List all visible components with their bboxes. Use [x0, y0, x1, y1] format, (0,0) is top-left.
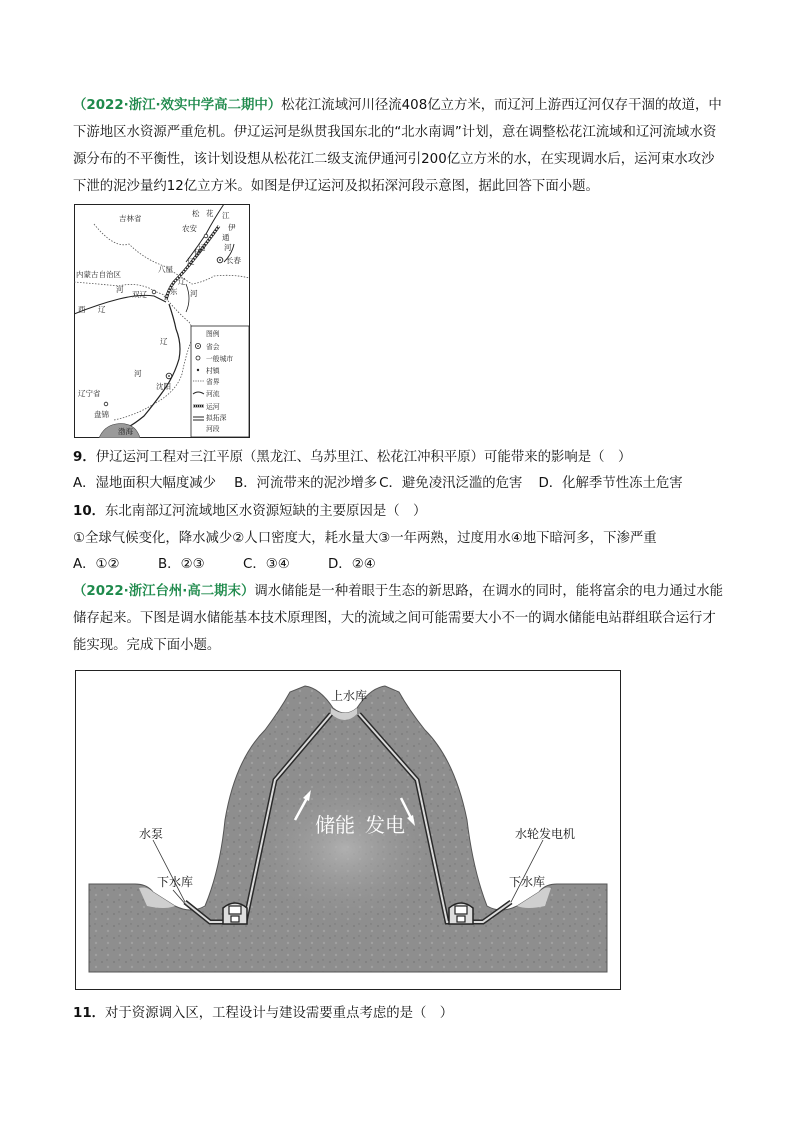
passage-2-text: 调水储能是一种着眼于生态的新思路，在调水的同时，能将富余的电力通过水能储存起来。下图是调水储能基本技术原理图，大的流域之间可能需要大小不一的调水储能电站群组联合运行才能实现。完成下面小题。: [73, 584, 724, 653]
turbine-machine-icon: [449, 903, 473, 924]
map-label-shuangliao: 双辽: [132, 290, 147, 299]
map-label: 伊: [194, 248, 202, 257]
option-d[interactable]: D．化解季节性冻土危害: [538, 476, 683, 491]
map-label: 东: [170, 287, 178, 296]
map-label-neimenggu: 内蒙古自治区: [76, 270, 121, 279]
legend-item: 河段: [206, 425, 220, 433]
map-label-shenyang: 沈阳: [156, 382, 171, 391]
question-9-number: 9．: [73, 450, 96, 465]
legend-item: 河流: [206, 390, 220, 398]
passage-1-text: 松花江流域河川径流408亿立方米，而辽河上游西辽河仅存干涸的故道，中下游地区水资源严重危机。伊辽运河是纵贯我国东北的“北水南调”计划，意在调整松花江流域和辽河流域水资源分布的不平衡性，该计划设想从松花江二级支流伊通河引200亿立方米的水，在实现调水后，运河束水攻沙下泄的泥沙量约12亿立方米。如图是伊辽运河及拟拓深河段示意图，据此回答下面小题。: [73, 98, 722, 194]
map-label: 河: [134, 369, 142, 378]
question-9-text: 伊辽运河工程对三江平原（黑龙江、乌苏里江、松花江冲积平原）可能带来的影响是（ ）: [95, 450, 632, 465]
map-label-bohai: 渤海: [118, 427, 133, 436]
map-label: 辽: [98, 305, 106, 314]
map-label: 河: [190, 289, 198, 298]
option-a[interactable]: A．①②: [73, 557, 120, 572]
pump-label: 水泵: [139, 827, 164, 841]
lower-reservoir-left-label: 下水库: [157, 875, 194, 889]
map-label-liaoning: 辽宁省: [78, 389, 101, 398]
upper-reservoir-label: 上水库: [331, 689, 368, 703]
source-tag-1: （2022·浙江·效实中学高二期中）: [73, 98, 282, 113]
option-b[interactable]: B．②③: [158, 557, 205, 572]
pump-machine-icon: [223, 903, 247, 924]
legend-item: 省界: [206, 378, 220, 386]
option-d[interactable]: D．②④: [328, 557, 376, 572]
map-label: 辽: [187, 257, 195, 266]
source-tag-2: （2022·浙江台州·高二期末）: [73, 584, 255, 599]
map-label: 运: [198, 243, 206, 252]
question-10: [73, 502, 733, 522]
lower-reservoir-right-label: 下水库: [509, 875, 546, 889]
question-10-number: 10．: [73, 504, 106, 519]
map-label-bawu: 八屋: [158, 265, 173, 274]
legend-item: 省会: [206, 343, 220, 351]
map-label-changchun: 长春: [226, 256, 241, 265]
question-10-text: 东北南部辽河流域地区水资源短缺的主要原因是（ ）: [105, 504, 427, 519]
map-label: 伊: [228, 223, 236, 232]
map-label: 通: [222, 233, 230, 242]
legend-item: 拟拓深: [206, 414, 227, 422]
option-b[interactable]: B．河流带来的泥沙增多: [234, 476, 378, 491]
map-label: 松: [192, 209, 200, 218]
store-label: 储能: [315, 813, 355, 837]
legend-item: 一般城市: [206, 355, 234, 363]
map-label: 西: [78, 305, 86, 314]
legend-title: 图例: [206, 330, 220, 338]
question-10-statements: ①全球气候变化，降水减少②人口密度大，耗水量大③一年两熟，过度用水④地下暗河多，下渗严重: [73, 531, 657, 546]
option-c[interactable]: C．③④: [243, 557, 290, 572]
turbine-label: 水轮发电机: [515, 827, 576, 841]
map-label: 辽: [160, 337, 168, 346]
map-label-nongan: 农安: [182, 224, 197, 233]
question-10-options: [73, 555, 733, 575]
map-label: 花: [206, 209, 214, 218]
map-legend: [191, 326, 249, 437]
pumped-storage-diagram: [75, 670, 621, 990]
question-11: [73, 1004, 733, 1024]
map-label-panjin: 盘锦: [94, 410, 109, 419]
question-9: [73, 448, 733, 468]
generate-label: 发电: [365, 813, 405, 837]
passage-2: [73, 578, 727, 659]
map-label-jilin: 吉林省: [119, 214, 142, 223]
map-label: 辽: [178, 277, 186, 286]
map-label: 河: [224, 243, 232, 252]
legend-item: 运河: [206, 403, 220, 411]
question-11-text: 对于资源调入区，工程设计与建设需要重点考虑的是（ ）: [105, 1006, 454, 1021]
passage-1: [73, 92, 727, 200]
option-a[interactable]: A．湿地面积大幅度减少: [73, 476, 217, 491]
map-label: 江: [222, 211, 230, 220]
yiliao-canal-map: [74, 204, 250, 438]
question-11-number: 11．: [73, 1006, 106, 1021]
map-label: 河: [116, 285, 124, 294]
question-9-options: [73, 474, 733, 494]
legend-item: 村镇: [206, 367, 220, 375]
option-c[interactable]: C．避免凌汛泛滥的危害: [379, 476, 523, 491]
